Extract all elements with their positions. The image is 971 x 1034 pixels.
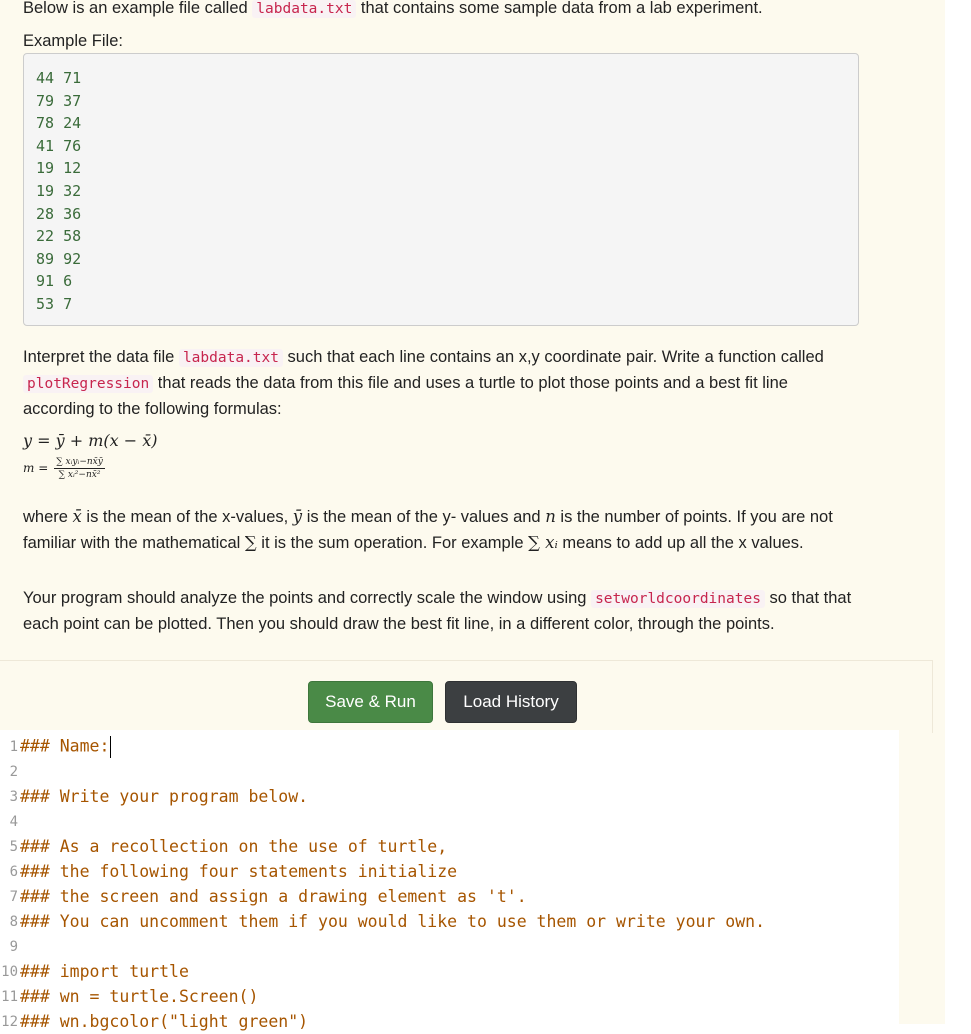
button-panel bbox=[0, 660, 933, 733]
code-text[interactable]: ### As a recollection on the use of turtle, bbox=[20, 837, 448, 856]
regression-line-formula: y = ȳ + m(x − x̄) bbox=[23, 431, 158, 450]
line-number: 1 bbox=[9, 738, 18, 755]
line-number: 7 bbox=[9, 888, 18, 905]
line-number: 11 bbox=[1, 988, 18, 1005]
filename-code: labdata.txt bbox=[252, 0, 356, 18]
function-name-code: plotRegression bbox=[23, 375, 153, 393]
line-number: 2 bbox=[9, 763, 18, 780]
file-line: 19 32 bbox=[36, 181, 82, 200]
program-requirements-paragraph: Your program should analyze the points and correctly scale the window using setworldcoordinates so that that each point can be plotted. Then you should draw the best fit line, in a different color, through the points. bbox=[23, 589, 852, 633]
code-text[interactable]: ### You can uncomment them if you would like to use them or write your own. bbox=[20, 912, 766, 931]
slope-formula: m = $\frac{\text{∑ xᵢyᵢ−nx̄ȳ}}{\text{∑ xᵢ²−nx̄²}}$ bbox=[23, 457, 103, 480]
code-line[interactable] bbox=[0, 984, 899, 1009]
line-number: 10 bbox=[1, 963, 18, 980]
code-text[interactable]: ### wn.bgcolor("light green") bbox=[20, 1012, 309, 1031]
filename-code: labdata.txt bbox=[179, 349, 283, 367]
line-number: 12 bbox=[1, 1013, 18, 1030]
function-name-code: setworldcoordinates bbox=[591, 590, 765, 608]
load-history-button[interactable]: Load History bbox=[445, 681, 577, 723]
code-text[interactable]: ### Write your program below. bbox=[20, 787, 309, 806]
file-line: 41 76 bbox=[36, 136, 82, 155]
code-line[interactable] bbox=[0, 859, 899, 884]
code-line[interactable] bbox=[0, 759, 899, 784]
code-line[interactable] bbox=[0, 734, 899, 759]
file-line: 89 92 bbox=[36, 249, 82, 268]
file-line: 44 71 bbox=[36, 69, 82, 87]
code-line[interactable] bbox=[0, 884, 899, 909]
text-cursor bbox=[110, 736, 111, 758]
example-file-box bbox=[23, 53, 859, 326]
code-line[interactable] bbox=[0, 1009, 899, 1034]
right-margin bbox=[945, 0, 971, 1024]
line-number: 9 bbox=[9, 938, 18, 955]
line-number: 5 bbox=[9, 838, 18, 855]
slope-fraction bbox=[54, 456, 105, 481]
slope-denominator: ∑ xᵢ²−nx̄² bbox=[58, 470, 101, 480]
line-number: 3 bbox=[9, 788, 18, 805]
code-line[interactable] bbox=[0, 834, 899, 859]
save-run-button[interactable]: Save & Run bbox=[308, 681, 433, 723]
file-line: 28 36 bbox=[36, 204, 82, 223]
code-text[interactable]: ### the screen and assign a drawing element as 't'. bbox=[20, 887, 527, 906]
example-file-label: Example File: bbox=[23, 32, 123, 50]
file-line: 79 37 bbox=[36, 91, 82, 110]
code-line[interactable] bbox=[0, 784, 899, 809]
code-editor[interactable] bbox=[0, 730, 899, 1031]
intro-text: Below is an example file called labdata.txt that contains some sample data from a lab experiment. bbox=[23, 0, 763, 17]
interpret-paragraph: Interpret the data file labdata.txt such that each line contains an x,y coordinate pair. Write a function called plotRegression that reads the data from this file and uses a turtle to plot those points and a best fit line according to the following formulas: bbox=[23, 348, 824, 418]
line-number: 6 bbox=[9, 863, 18, 880]
code-text[interactable]: ### Name: bbox=[20, 736, 111, 758]
code-text[interactable]: ### the following four statements initialize bbox=[20, 862, 458, 881]
code-text[interactable]: ### wn = turtle.Screen() bbox=[20, 987, 259, 1006]
code-line[interactable] bbox=[0, 934, 899, 959]
slope-numerator: ∑ xᵢyᵢ−nx̄ȳ bbox=[56, 457, 103, 467]
file-line: 22 58 bbox=[36, 227, 82, 246]
file-line: 91 6 bbox=[36, 272, 73, 291]
code-line[interactable] bbox=[0, 809, 899, 834]
code-line[interactable] bbox=[0, 959, 899, 984]
code-line[interactable] bbox=[0, 909, 899, 934]
line-number: 8 bbox=[9, 913, 18, 930]
file-line: 53 7 bbox=[36, 294, 73, 313]
file-line: 19 12 bbox=[36, 159, 82, 178]
file-line: 78 24 bbox=[36, 114, 82, 133]
where-paragraph: where x̄ is the mean of the x-values, ȳ is the mean of the y- values and n is the number of points. If you are not familiar with the mathematical ∑ it is the sum operation. For example ∑ xᵢ means to add up all the x values. bbox=[23, 507, 833, 552]
line-number: 4 bbox=[9, 813, 18, 830]
code-text[interactable]: ### import turtle bbox=[20, 962, 189, 981]
